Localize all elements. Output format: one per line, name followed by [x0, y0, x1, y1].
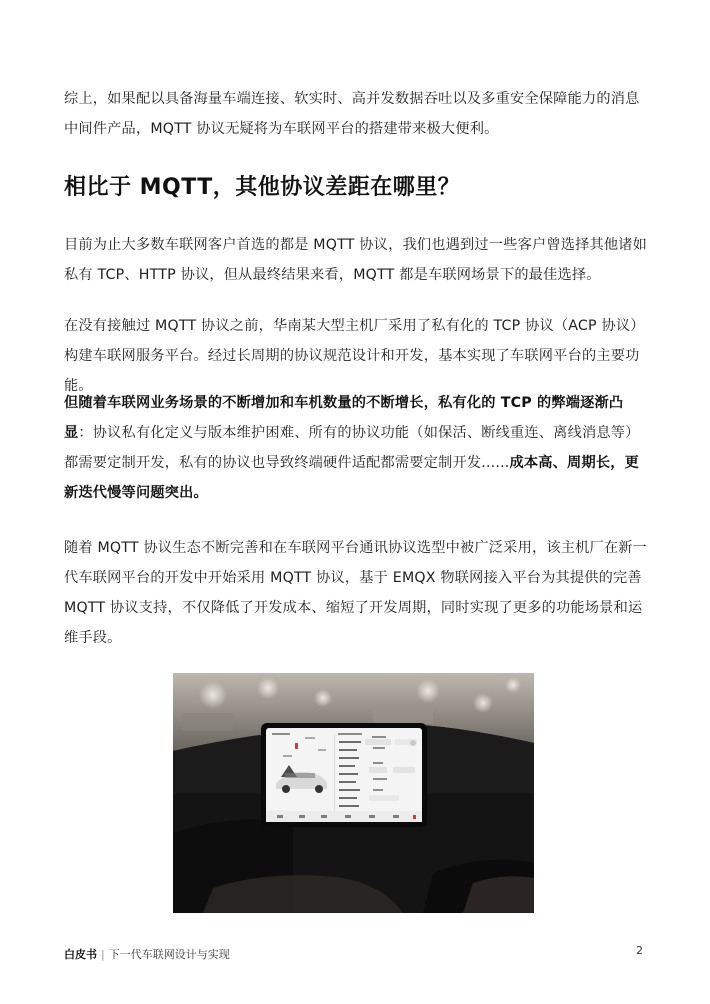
- bold-problem-statement: 但随着车联网业务场景的不断增加和车机数量的不断增长，私有化的 TCP 的弊端逐渐凸显: [64, 395, 624, 441]
- footer-subtitle: 下一代车联网设计与实现: [108, 948, 230, 961]
- paragraph-current-choice: 目前为止大多数车联网客户首选的都是 MQTT 协议，我们也遇到过一些客户曾选择其他诸如私有 TCP、HTTP 协议，但从最终结果来看，MQTT 都是车联网场景下的最佳选择。: [64, 237, 648, 283]
- paragraph-mqtt-adoption: 随着 MQTT 协议生态不断完善和在车联网平台通讯协议选型中被广泛采用，该主机厂在新一代车联网平台的开发中开始采用 MQTT 协议，基于 EMQX 物联网接入平台为其提供的完善 MQTT 协议支持，不仅降低了开发成本、缩短了开发周期，同时实现了更多的功能场景和运维手段。: [64, 540, 648, 646]
- paragraph-oem-background: 在没有接触过 MQTT 协议之前，华南某大型主机厂采用了私有化的 TCP 协议（ACP 协议）构建车联网服务平台。经过长周期的协议规范设计和开发，基本实现了车联网平台的主要功能。: [64, 318, 645, 394]
- bold-problem-summary: 成本高、周期长，更新迭代慢等问题突出。: [64, 455, 639, 501]
- page-number: 2: [636, 944, 643, 957]
- paragraph-problems: [64, 388, 648, 508]
- problem-details: ：协议私有化定义与版本维护困难、所有的协议功能（如保活、断线重连、离线消息等）都需要定制开发，私有的协议也导致终端硬件适配都需要定制开发......: [64, 425, 640, 471]
- footer-separator: |: [101, 948, 105, 961]
- paragraph-summary: 综上，如果配以具备海量车端连接、软实时、高并发数据吞吐以及多重安全保障能力的消息中间件产品，MQTT 协议无疑将为车联网平台的搭建带来极大便利。: [64, 91, 640, 137]
- car-dashboard-photo: [173, 673, 534, 913]
- page-footer: [64, 946, 230, 962]
- section-heading: 相比于 MQTT，其他协议差距在哪里？: [64, 175, 461, 200]
- dashboard-illustration: [173, 673, 534, 913]
- footer-brand: 白皮书: [64, 948, 97, 961]
